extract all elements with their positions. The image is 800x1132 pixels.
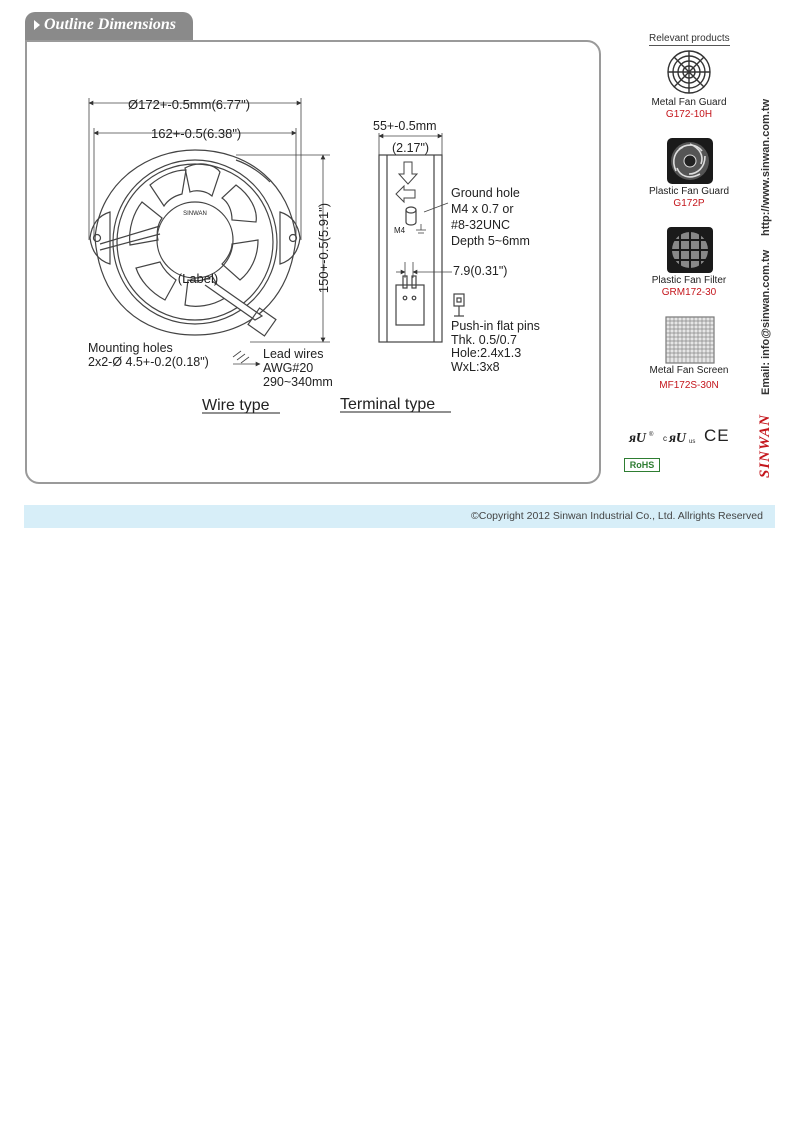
lead-wire-symbol [233, 351, 260, 364]
email-address[interactable]: Email: info@sinwan.com.tw [760, 249, 772, 395]
svg-text:c: c [663, 434, 667, 443]
terminal-type-caption: Terminal type [340, 396, 436, 413]
pins-size: WxL:3x8 [451, 360, 500, 374]
metal-fan-screen-icon[interactable] [665, 316, 715, 364]
depth-dim: 55+-0.5mm [373, 119, 437, 133]
ground-hole-thread: M4 x 0.7 or [451, 202, 514, 216]
lead-wires-gauge: AWG#20 [263, 361, 314, 375]
depth-dim-inch: (2.17") [392, 141, 430, 155]
hole-span-dim: 162+-0.5(6.38") [151, 126, 242, 141]
product-name-2[interactable]: Plastic Fan Guard [648, 186, 730, 197]
product-name-4[interactable]: Metal Fan Screen [649, 365, 729, 376]
lead-wires-length: 290~340mm [263, 375, 333, 389]
outer-diameter-dim: Ø172+-0.5mm(6.77") [128, 97, 251, 112]
plastic-fan-filter-icon[interactable] [667, 227, 713, 273]
rohs-badge: RoHS [624, 458, 660, 472]
website-url[interactable]: http://www.sinwan.com.tw [760, 98, 772, 236]
lead-wires-label: Lead wires [263, 347, 324, 361]
mounting-holes-spec: 2x2-Ø 4.5+-0.2(0.18") [88, 355, 209, 369]
label-text: (Label) [177, 271, 219, 286]
relevant-products-title: Relevant products [649, 33, 730, 44]
metal-fan-guard-icon[interactable] [666, 49, 712, 95]
m4-label: M4 [394, 226, 406, 235]
pins-hole: Hole:2.4x1.3 [451, 346, 522, 360]
brand-logo: SINWAN [757, 413, 773, 478]
wire-type-caption: Wire type [202, 397, 270, 414]
pin-offset-dim: 7.9(0.31") [453, 264, 508, 278]
pins-thickness: Thk. 0.5/0.7 [451, 333, 518, 347]
mounting-holes-label: Mounting holes [88, 341, 173, 355]
product-code-1[interactable]: G172-10H [665, 109, 713, 120]
ground-hole-label: Ground hole [451, 186, 520, 200]
ground-hole-unc: #8-32UNC [451, 218, 511, 232]
footer-bar [24, 505, 775, 528]
height-dim: 150+-0.5(5.91") [316, 202, 331, 294]
plastic-fan-guard-icon[interactable] [667, 138, 713, 184]
product-code-4[interactable]: MF172S-30N [659, 380, 719, 391]
svg-text:ᴙU: ᴙU [669, 431, 687, 446]
fan-brand-text: SINWAN [183, 211, 207, 217]
product-code-3[interactable]: GRM172-30 [661, 287, 717, 298]
ground-hole-depth: Depth 5~6mm [451, 234, 530, 248]
svg-text:ᴙU: ᴙU [629, 431, 647, 446]
svg-text:®: ® [649, 432, 654, 438]
ce-mark: CE [704, 426, 730, 445]
product-name-1[interactable]: Metal Fan Guard [651, 97, 727, 108]
pins-label: Push-in flat pins [451, 319, 540, 333]
product-code-2[interactable]: G172P [673, 198, 705, 209]
outline-drawing [0, 0, 620, 500]
product-name-3[interactable]: Plastic Fan Filter [651, 275, 727, 286]
section-title: Outline Dimensions [44, 16, 177, 33]
svg-text:us: us [689, 439, 696, 445]
copyright-text: ©Copyright 2012 Sinwan Industrial Co., Ltd. Allrights Reserved [471, 510, 763, 522]
